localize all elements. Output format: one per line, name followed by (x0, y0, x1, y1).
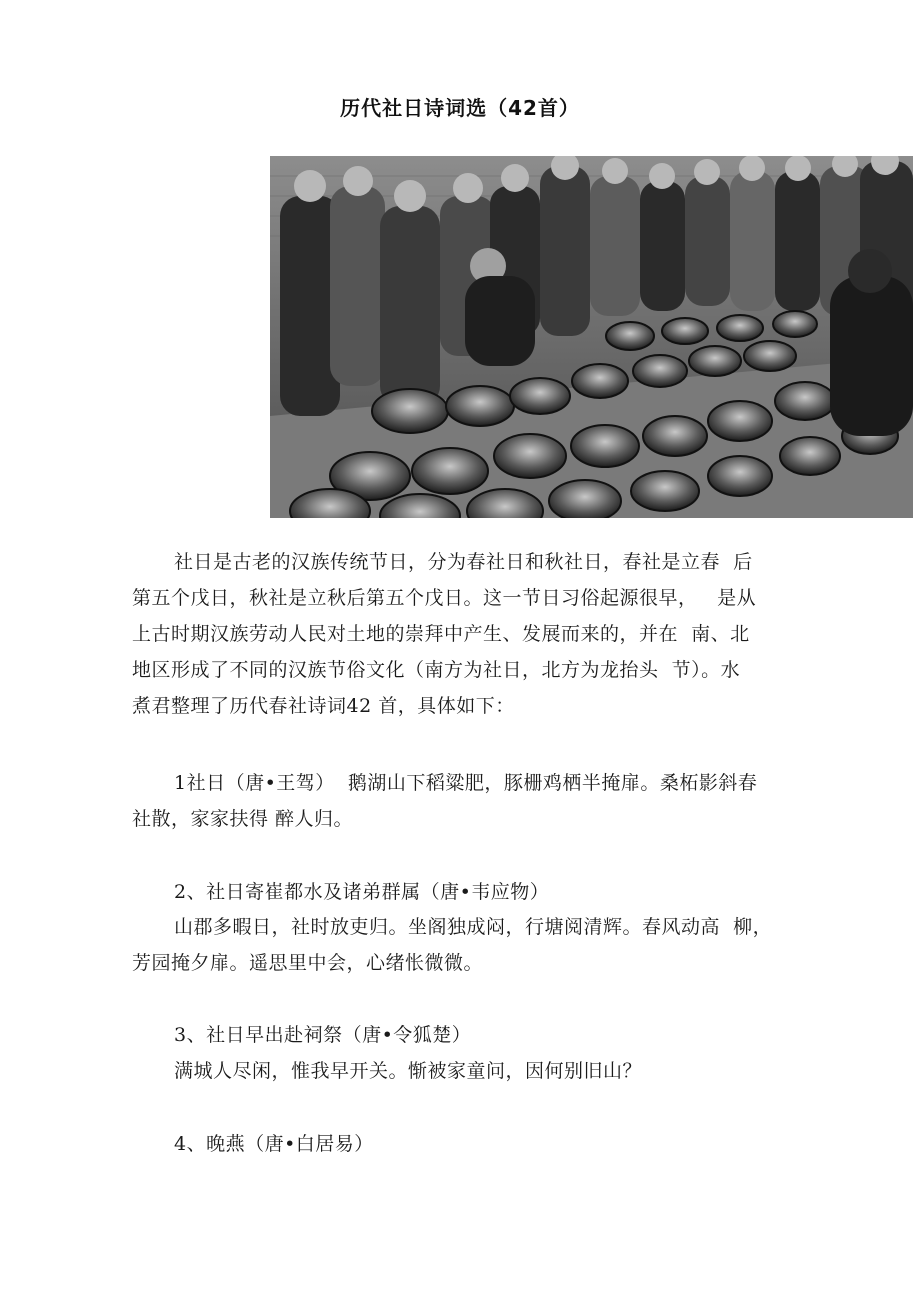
intro-line-3: 上古时期汉族劳动人民对土地的崇拜中产生、发展而来的，并在 南、北 (132, 623, 750, 645)
intro-line-1: 社日是古老的汉族传统节日，分为春社日和秋社日，春社是立春 后 (174, 551, 753, 573)
poem-2-heading: 2、社日寄崔都水及诸弟群属（唐•韦应物） (174, 881, 550, 903)
poem-1-line-2: 社散，家家扶得 醉人归。 (132, 808, 354, 830)
poem-2-line-1: 山郡多暇日，社时放吏归。坐阁独成闷，行塘阅清辉。春风动高 柳， (174, 916, 773, 938)
intro-line-2: 第五个戊日，秋社是立秋后第五个戊日。这一节日习俗起源很早， 是从 (132, 587, 757, 609)
intro-line-5: 煮君整理了历代春社诗词42 首，具体如下： (132, 695, 515, 717)
page-title: 历代社日诗词选（42首） (340, 96, 580, 120)
poem-4-heading: 4、晚燕（唐•白居易） (174, 1133, 374, 1155)
poem-3-line-1: 满城人尽闲，惟我早开关。惭被家童问，因何别旧山？ (174, 1060, 643, 1082)
intro-line-4: 地区形成了不同的汉族节俗文化（南方为社日，北方为龙抬头 节）。水 (132, 659, 741, 681)
crowd-with-pots-photo (270, 156, 913, 518)
poem-3-heading: 3、社日早出赴祠祭（唐•令狐楚） (174, 1024, 472, 1046)
poem-2-line-2: 芳园掩夕扉。遥思里中会，心绪怅微微。 (132, 952, 484, 974)
photo-illustration (270, 156, 913, 518)
poem-1-line-1: 1社日（唐•王驾） 鹅湖山下稻粱肥，豚栅鸡栖半掩扉。桑柘影斜春 (174, 772, 758, 794)
